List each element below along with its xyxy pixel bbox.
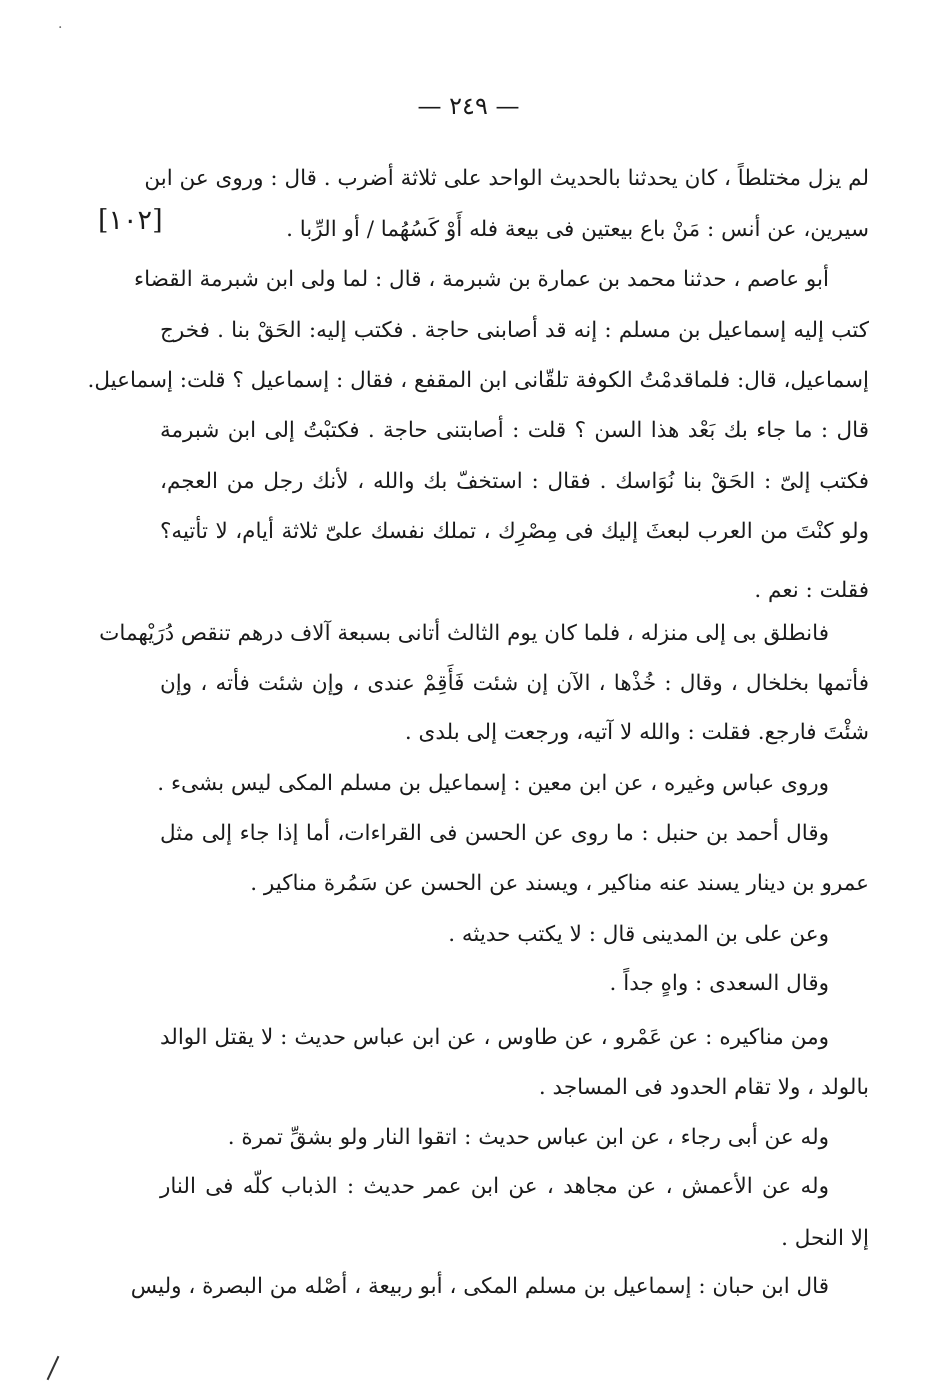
text-line-17: وقال السعدى : واهٍ جداً . [609, 971, 829, 996]
margin-reference: [١٠٢] [98, 205, 163, 236]
text-line-22: إلا النحل . [781, 1226, 869, 1251]
text-line-18: ومن مناكيره : عن عَمْرو ، عن طاوس ، عن ابن عباس حديث : لا يقتل الوالد [160, 1025, 829, 1050]
text-line-20: وله عن أبى رجاء ، عن ابن عباس حديث : اتقوا النار ولو بشقِّ تمرة . [227, 1125, 829, 1150]
text-line-7: فكتب إلىّ : الحَقْ بنا نُوَاسك . فقال : استخفّ بك والله ، لأنك رجل من العجم، [160, 469, 869, 494]
text-line-12: شئْتَ فارجع. فقلت : والله لا آتيه، ورجعت إلى بلدى . [404, 720, 869, 745]
text-line-10: فانطلق بى إلى منزله ، فلما كان يوم الثالث أتانى بسبعة آلاف درهم تنقص دُرَيْهمات [99, 621, 829, 646]
text-line-21: وله عن الأعمش ، عن مجاهد ، عن ابن عمر حديث : الذباب كلّه فى النار [160, 1174, 829, 1199]
text-line-2: سيرين، عن أنس : مَنْ باع بيعتين فى بيعة فله أَوْ كَسُهُما / أو الرِّبا . [286, 217, 869, 242]
text-line-3: أبو عاصم ، حدثنا محمد بن عمارة بن شبرمة ، قال : لما ولى ابن شبرمة القضاء [133, 267, 829, 292]
text-line-8: ولو كنْتَ من العرب لبعثَ إليك فى مِصْرِك ، تملك نفسك علىّ ثلاثة أيام، لا تأتيه؟ [160, 519, 869, 544]
text-line-15: عمرو بن دينار يسند عنه مناكير ، ويسند عن الحسن عن سَمُرة مناكير . [250, 871, 869, 896]
text-line-19: بالولد ، ولا تقام الحدود فى المساجد . [538, 1075, 869, 1100]
text-line-16: وعن على بن المدينى قال : لا يكتب حديثه . [448, 922, 829, 947]
text-line-1: لم يزل مختلطاً ، كان يحدثنا بالحديث الواحد على ثلاثة أضرب . قال : وروى عن ابن [144, 166, 869, 191]
text-line-11: فأتمها بخلخال ، وقال : خُذْها ، الآن إن شئت فَأَقِمْ عندى ، وإن شئت فأته ، وإن [160, 671, 869, 696]
text-line-5: إسماعيل، قال: فلماقدمْتُ الكوفة تلقّانى ابن المقفع ، فقال : إسماعيل ؟ قلت: إسماعيل. [87, 368, 869, 393]
text-line-13: وروى عباس وغيره ، عن ابن معين : إسماعيل بن مسلم المكى ليس بشىء . [157, 771, 829, 796]
text-line-6: قال : ما جاء بك بَعْد هذا السن ؟ قلت : أصابتنى حاجة . فكتبْتُ إلى ابن شبرمة [160, 418, 869, 443]
scan-pen-mark [47, 1356, 60, 1380]
scan-speck-mark: · [58, 20, 63, 36]
text-line-14: وقال أحمد بن حنبل : ما روى عن الحسن فى القراءات، أما إذا جاء إلى مثل [160, 821, 829, 846]
text-line-23: قال ابن حبان : إسماعيل بن مسلم المكى ، أبو ربيعة ، أصْله من البصرة ، وليس [130, 1274, 829, 1299]
page-number: — ٢٤٩ — [417, 92, 520, 120]
text-line-4: كتب إليه إسماعيل بن مسلم : إنه قد أصابنى حاجة . فكتب إليه: الحَقْ بنا . فخرج [160, 318, 869, 343]
text-line-9: فقلت : نعم . [754, 578, 869, 603]
